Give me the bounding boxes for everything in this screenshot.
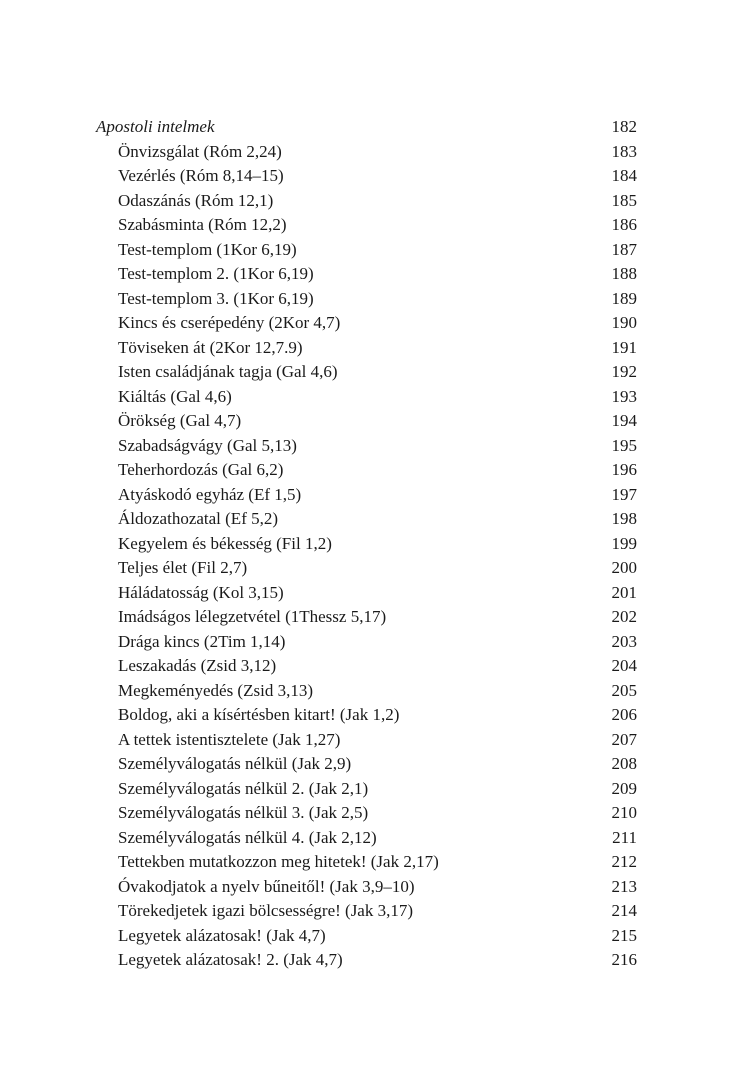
toc-entry xyxy=(96,630,637,655)
toc-entry-page-number: 191 xyxy=(611,337,637,357)
toc-section-heading xyxy=(96,115,637,140)
toc-entry-title: Törekedjetek igazi bölcsességre! (Jak 3,17) xyxy=(118,901,414,920)
toc-entry xyxy=(96,189,637,214)
toc-entry-page-number: 195 xyxy=(611,435,637,455)
toc-entry-page-number: 210 xyxy=(611,803,637,822)
toc-section-page-number: 182 xyxy=(611,117,637,136)
toc-entry xyxy=(96,728,637,753)
toc-entry-page-number: 186 xyxy=(611,215,637,234)
table-of-contents xyxy=(96,115,637,973)
toc-entries-list xyxy=(96,140,637,973)
toc-entry-title: Személyválogatás nélkül 2. (Jak 2,1) xyxy=(118,778,369,798)
toc-entry-page-number: 202 xyxy=(611,607,637,626)
toc-entry-page-number: 200 xyxy=(611,558,637,577)
toc-entry xyxy=(96,140,637,165)
toc-entry-page-number: 205 xyxy=(611,680,637,700)
toc-entry-page-number: 208 xyxy=(611,754,637,773)
toc-entry-page-number: 189 xyxy=(611,288,637,308)
toc-entry xyxy=(96,826,637,851)
toc-entry-title: Önvizsgálat (Róm 2,24) xyxy=(118,141,282,161)
toc-entry xyxy=(96,213,637,238)
toc-entry-title: Teherhordozás (Gal 6,2) xyxy=(118,460,284,479)
toc-entry-title: Test-templom 3. (1Kor 6,19) xyxy=(118,288,314,308)
toc-entry-page-number: 213 xyxy=(611,876,637,896)
toc-entry xyxy=(96,164,637,189)
toc-entry-title: Legyetek alázatosak! 2. (Jak 4,7) xyxy=(118,950,343,969)
toc-entry-page-number: 192 xyxy=(611,362,637,381)
toc-entry xyxy=(96,752,637,777)
toc-entry xyxy=(96,605,637,630)
toc-entry xyxy=(96,458,637,483)
toc-entry-page-number: 207 xyxy=(611,729,637,749)
toc-entry-title: Vezérlés (Róm 8,14–15) xyxy=(118,166,284,185)
toc-entry-page-number: 215 xyxy=(611,925,637,945)
toc-entry-title: Háládatosság (Kol 3,15) xyxy=(118,582,284,602)
toc-entry-page-number: 183 xyxy=(611,141,637,161)
toc-entry-title: Örökség (Gal 4,7) xyxy=(118,411,242,430)
toc-entry-title: Legyetek alázatosak! (Jak 4,7) xyxy=(118,925,326,945)
toc-entry-title: Isten családjának tagja (Gal 4,6) xyxy=(118,362,338,381)
toc-entry xyxy=(96,532,637,557)
toc-entry xyxy=(96,360,637,385)
toc-entry-page-number: 214 xyxy=(611,901,637,920)
toc-entry-title: Megkeményedés (Zsid 3,13) xyxy=(118,680,313,700)
toc-entry xyxy=(96,483,637,508)
toc-entry xyxy=(96,801,637,826)
toc-entry-page-number: 185 xyxy=(611,190,637,210)
toc-entry xyxy=(96,311,637,336)
toc-entry xyxy=(96,948,637,973)
toc-entry-page-number: 193 xyxy=(611,386,637,406)
toc-entry-page-number: 194 xyxy=(611,411,637,430)
toc-entry-page-number: 187 xyxy=(611,239,637,259)
toc-entry-title: Kiáltás (Gal 4,6) xyxy=(118,386,232,406)
toc-entry-page-number: 198 xyxy=(611,509,637,528)
toc-entry-page-number: 184 xyxy=(611,166,637,185)
toc-entry-title: Drága kincs (2Tim 1,14) xyxy=(118,631,286,651)
toc-entry-title: Szabásminta (Róm 12,2) xyxy=(118,215,287,234)
toc-entry-title: Szabadságvágy (Gal 5,13) xyxy=(118,435,297,455)
toc-entry-page-number: 209 xyxy=(611,778,637,798)
toc-entry-title: Boldog, aki a kísértésben kitart! (Jak 1,2) xyxy=(118,705,400,724)
toc-entry xyxy=(96,850,637,875)
toc-entry-title: Leszakadás (Zsid 3,12) xyxy=(118,656,277,675)
toc-entry-page-number: 190 xyxy=(611,313,637,332)
toc-entry-page-number: 211 xyxy=(612,827,637,847)
toc-entry xyxy=(96,409,637,434)
toc-entry xyxy=(96,262,637,287)
toc-entry-title: A tettek istentisztelete (Jak 1,27) xyxy=(118,729,341,749)
toc-entry xyxy=(96,924,637,949)
toc-entry xyxy=(96,238,637,263)
toc-entry-title: Személyválogatás nélkül (Jak 2,9) xyxy=(118,754,352,773)
toc-entry-page-number: 197 xyxy=(611,484,637,504)
toc-entry-page-number: 188 xyxy=(611,264,637,283)
toc-entry-title: Óvakodjatok a nyelv bűneitől! (Jak 3,9–10) xyxy=(118,876,415,896)
toc-entry-title: Atyáskodó egyház (Ef 1,5) xyxy=(118,484,302,504)
toc-entry-title: Töviseken át (2Kor 12,7.9) xyxy=(118,337,303,357)
toc-entry-title: Odaszánás (Róm 12,1) xyxy=(118,190,274,210)
toc-entry xyxy=(96,654,637,679)
toc-entry-title: Test-templom 2. (1Kor 6,19) xyxy=(118,264,314,283)
toc-entry xyxy=(96,434,637,459)
toc-entry xyxy=(96,336,637,361)
toc-entry-title: Személyválogatás nélkül 3. (Jak 2,5) xyxy=(118,803,369,822)
toc-entry-title: Áldozathozatal (Ef 5,2) xyxy=(118,509,279,528)
toc-entry xyxy=(96,679,637,704)
toc-entry-title: Kincs és cserépedény (2Kor 4,7) xyxy=(118,313,341,332)
toc-entry xyxy=(96,287,637,312)
toc-entry-title: Imádságos lélegzetvétel (1Thessz 5,17) xyxy=(118,607,387,626)
toc-section-title: Apostoli intelmek xyxy=(96,117,215,136)
toc-entry-title: Kegyelem és békesség (Fil 1,2) xyxy=(118,533,332,553)
toc-entry-title: Tettekben mutatkozzon meg hitetek! (Jak 2,17) xyxy=(118,852,439,871)
toc-entry-page-number: 199 xyxy=(611,533,637,553)
toc-entry-title: Test-templom (1Kor 6,19) xyxy=(118,239,297,259)
toc-entry xyxy=(96,507,637,532)
toc-entry-title: Teljes élet (Fil 2,7) xyxy=(118,558,248,577)
toc-entry-page-number: 203 xyxy=(611,631,637,651)
toc-entry-page-number: 201 xyxy=(611,582,637,602)
toc-entry-page-number: 212 xyxy=(611,852,637,871)
toc-entry xyxy=(96,875,637,900)
toc-entry-page-number: 196 xyxy=(611,460,637,479)
toc-entry-title: Személyválogatás nélkül 4. (Jak 2,12) xyxy=(118,827,377,847)
toc-entry xyxy=(96,581,637,606)
toc-entry-page-number: 216 xyxy=(611,950,637,969)
toc-entry-page-number: 206 xyxy=(611,705,637,724)
toc-entry-page-number: 204 xyxy=(611,656,637,675)
toc-entry xyxy=(96,385,637,410)
toc-entry xyxy=(96,703,637,728)
toc-entry xyxy=(96,899,637,924)
toc-entry xyxy=(96,556,637,581)
toc-entry xyxy=(96,777,637,802)
